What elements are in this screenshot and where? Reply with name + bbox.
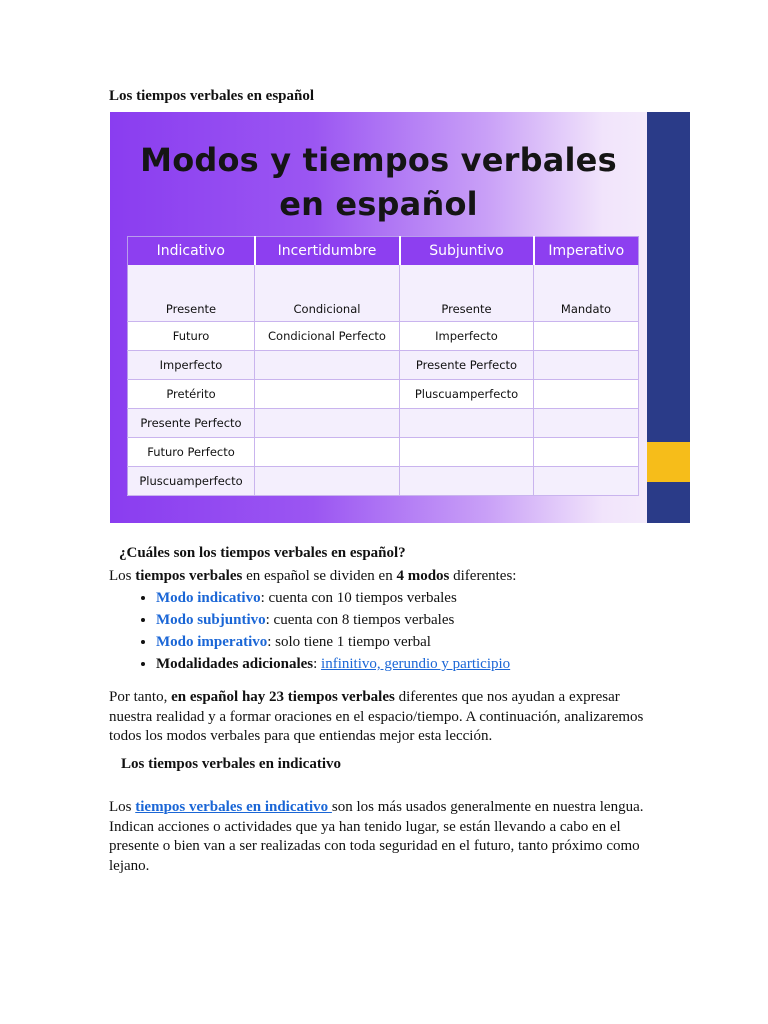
table-cell: [534, 351, 639, 380]
table-cell: [534, 409, 639, 438]
table-cell: [255, 351, 400, 380]
table-header-row: [128, 237, 639, 266]
summary-paragraph: [109, 688, 649, 747]
table-row: [128, 322, 639, 351]
table-cell: [400, 409, 534, 438]
table-cell: Presente Perfecto: [128, 409, 255, 438]
table-row: [128, 467, 639, 496]
extra-modalities-sep: :: [313, 656, 322, 672]
mode-imperativo-text: : solo tiene 1 tiempo verbal: [267, 634, 431, 650]
column-header-subjuntivo: Subjuntivo: [400, 237, 534, 266]
modes-list: [109, 589, 649, 674]
table-cell: Imperfecto: [400, 322, 534, 351]
table-row: [128, 351, 639, 380]
indicativo-text-end: son los más usados generalmente en nuestra lengua. Indican acciones o actividades que ya han tenido lugar, se están llevando a cabo en el presente o bien van a ser realizadas con toda seguridad en el futuro, tanto próximo como lejano.: [109, 799, 644, 874]
table-cell: Presente: [128, 265, 255, 322]
table-cell: Futuro Perfecto: [128, 438, 255, 467]
intro-text-start: Los: [109, 567, 136, 584]
infographic-heading-line2: en español: [279, 185, 478, 223]
table-cell: [534, 467, 639, 496]
table-cell: Pretérito: [128, 380, 255, 409]
column-header-indicativo: Indicativo: [128, 237, 255, 266]
intro-paragraph: [109, 567, 649, 587]
table-cell: [534, 438, 639, 467]
table-cell: [534, 380, 639, 409]
table-cell: Futuro: [128, 322, 255, 351]
table-cell: [400, 467, 534, 496]
intro-text-middle: en español se dividen en: [242, 567, 397, 584]
document-title: Los tiempos verbales en español: [109, 88, 315, 104]
section-question-heading: ¿Cuáles son los tiempos verbales en español?: [119, 545, 406, 561]
mode-imperativo-label: Modo imperativo: [156, 634, 268, 650]
table-cell: Condicional Perfecto: [255, 322, 400, 351]
tenses-table: [127, 236, 639, 496]
mode-subjuntivo-text: : cuenta con 8 tiempos verbales: [265, 612, 455, 628]
tiempos-indicativo-link[interactable]: tiempos verbales en indicativo: [135, 799, 332, 815]
summary-text-end: diferentes que nos ayudan a expresar nuestra realidad y a formar oraciones en el espacio/tiempo. A continuación, analizaremos todos los modos verbales para que entiendas mejor esta lección.: [109, 689, 644, 744]
indicativo-paragraph: [109, 798, 649, 876]
intro-bold-tiempos: tiempos verbales: [135, 567, 243, 584]
table-row: [128, 265, 639, 322]
table-row: [128, 380, 639, 409]
list-item: [156, 589, 649, 608]
table-cell: [255, 380, 400, 409]
intro-bold-modos: 4 modos: [396, 567, 450, 584]
banner-side-accent: [647, 442, 690, 482]
table-cell: [534, 322, 639, 351]
article-content: [109, 544, 649, 876]
table-cell: Imperfecto: [128, 351, 255, 380]
extra-modalities-label: Modalidades adicionales: [156, 656, 314, 672]
intro-text-end: diferentes:: [449, 567, 517, 584]
infinitivo-gerundio-participio-link[interactable]: infinitivo, gerundio y participio: [321, 656, 511, 672]
table-row: [128, 409, 639, 438]
list-item: [156, 655, 649, 674]
column-header-incertidumbre: Incertidumbre: [255, 237, 400, 266]
mode-indicativo-label: Modo indicativo: [156, 590, 261, 606]
column-header-imperativo: Imperativo: [534, 237, 639, 266]
table-row: [128, 438, 639, 467]
table-cell: Pluscuamperfecto: [128, 467, 255, 496]
indicativo-section-heading: Los tiempos verbales en indicativo: [121, 755, 341, 772]
table-cell: Pluscuamperfecto: [400, 380, 534, 409]
verb-tenses-infographic: [110, 112, 690, 523]
table-cell: [255, 467, 400, 496]
infographic-heading: [110, 138, 647, 226]
table-cell: [255, 438, 400, 467]
mode-subjuntivo-label: Modo subjuntivo: [156, 612, 266, 628]
list-item: [156, 633, 649, 652]
table-cell: Mandato: [534, 265, 639, 322]
summary-text-start: Por tanto,: [109, 689, 172, 705]
table-cell: Presente Perfecto: [400, 351, 534, 380]
list-item: [156, 611, 649, 630]
summary-bold: en español hay 23 tiempos verbales: [171, 689, 395, 705]
table-cell: [400, 438, 534, 467]
mode-indicativo-text: : cuenta con 10 tiempos verbales: [260, 590, 457, 606]
table-cell: [255, 409, 400, 438]
table-cell: Presente: [400, 265, 534, 322]
indicativo-text-start: Los: [109, 799, 136, 815]
table-cell: Condicional: [255, 265, 400, 322]
infographic-heading-line1: Modos y tiempos verbales: [140, 141, 617, 179]
